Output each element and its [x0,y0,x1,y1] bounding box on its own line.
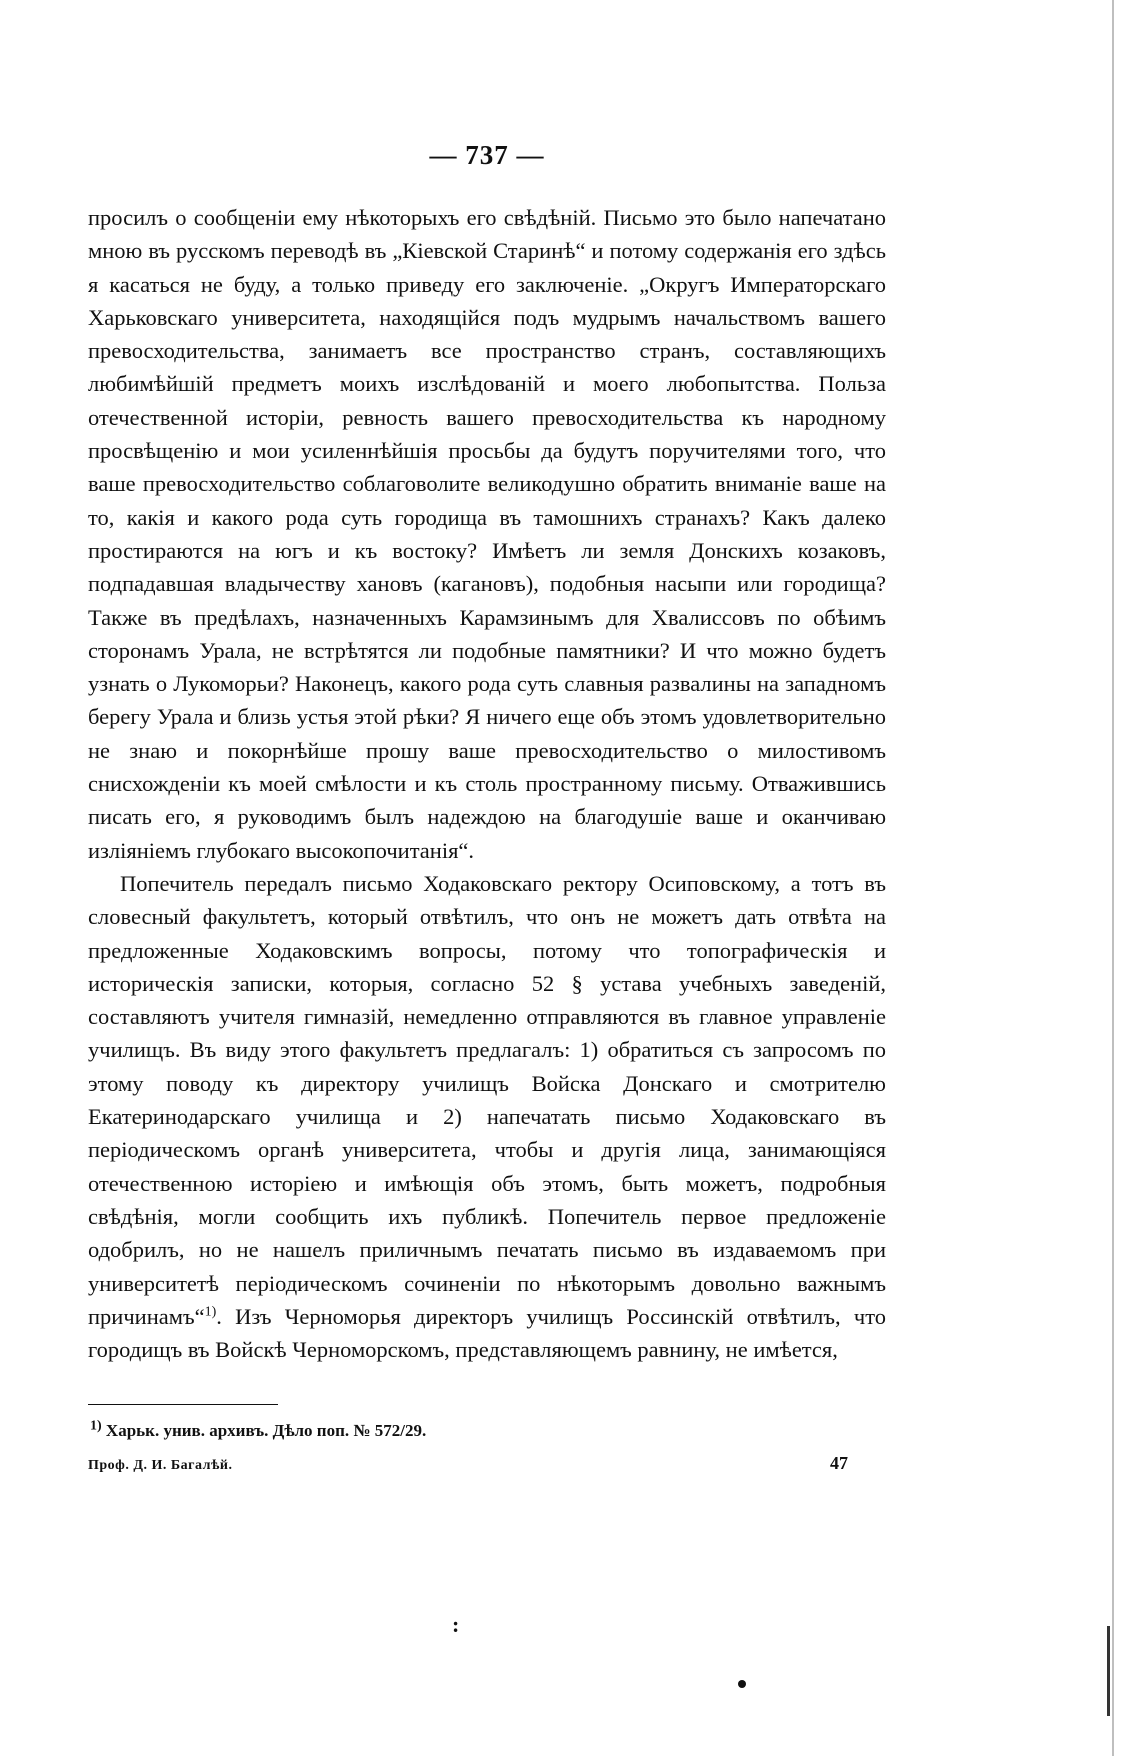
paragraph-2 [88,867,886,1366]
footnote-reference: 1) [204,1304,217,1320]
footnote-separator [88,1404,278,1405]
paragraph-2-main: Попечитель передалъ письмо Ходаковскаго ректору Осиповскому, а тотъ въ словесный факультетъ, который отвѣтилъ, что онъ не можетъ дать отвѣта на предложенные Ходаковскимъ вопросы, потому что топографическія и историческія записки, которыя, согласно 52 § устава учебныхъ заведеній, составляютъ учителя гимназій, немедленно отправляются въ главное управленіе училищъ. Въ виду этого факультетъ предлагалъ: 1) обратиться съ запросомъ по этому поводу къ директору училищъ Войска Донскаго и смотрителю Екатеринодарскаго училища и 2) напечатать письмо Ходаковскаго въ періодическомъ органѣ университета, чтобы и другія лица, занимающіяся отечественною исторіею и имѣющія объ этомъ, быть можетъ, подробныя свѣдѣнія, могли сообщить ихъ публикѣ. Попечитель первое предложеніе одобрилъ, но не нашелъ приличнымъ печатать письмо въ издаваемомъ при университетѣ періодическомъ сочиненіи по нѣкоторымъ довольно важнымъ причинамъ“ [88,870,886,1329]
scan-artifact-dot [738,1680,746,1688]
author-signature: Проф. Д. И. Багалѣй. [88,1458,233,1474]
scan-page-edge [1112,0,1114,1756]
paragraph-1: просилъ о сообщеніи ему нѣкоторыхъ его свѣдѣній. Письмо это было напечатано мною въ русскомъ переводѣ въ „Кіевской Старинѣ“ и потому содержанія его здѣсь я касаться не буду, а только приведу его заключеніе. „Округъ Императорскаго Харьковскаго университета, находящійся подъ мудрымъ начальствомъ вашего превосходительства, занимаетъ все пространство странъ, составляющихъ любимѣйшій предметъ моихъ изслѣдованій и моего любопытства. Польза отечественной исторіи, ревность вашего превосходительства къ народному просвѣщенію и мои усиленнѣйшія просьбы да будутъ поручителями того, что ваше превосходительство соблаговолите великодушно обратить вниманіе ваше на то, какія и какого рода суть городища въ тамошнихъ странахъ? Какъ далеко простираются на югъ и къ востоку? Имѣетъ ли земля Донскихъ козаковъ, подпадавшая владычеству хановъ (кагановъ), подобныя насыпи или городища? Также въ предѣлахъ, назначенныхъ Карамзинымъ для Хвалиссовъ по обѣимъ сторонамъ Урала, не встрѣтятся ли подобные памятники? И что можно будетъ узнать о Лукоморьи? Наконецъ, какого рода суть славныя развалины на западномъ берегу Урала и близь устья этой рѣки? Я ничего еще объ этомъ удовлетворительно не знаю и покорнѣйше прошу ваше превосходительство о милостивомъ снисхожденіи къ моей смѣлости и къ столь пространному письму. Отважившись писать его, я руководимъ былъ надеждою на благодушіе ваше и оканчиваю изліяніемъ глубокаго высокопочитанія“. [88,205,886,863]
paragraph-2-tail: . Изъ Черноморья директоръ училищъ Россинскій отвѣтилъ, что городищъ въ Войскѣ Черноморскомъ, представляющемъ равнину, не имѣется, [88,1303,886,1363]
footnote [90,1419,886,1443]
body-text [88,201,886,1366]
page-number: — 737 — [429,140,545,170]
signature-row [88,1453,848,1474]
scan-artifact-colon: : [452,1612,460,1637]
footnote-marker: 1) [90,1418,102,1434]
sheet-number: 47 [830,1453,848,1474]
document-page [88,140,886,1474]
scan-edge-mark [1107,1626,1110,1716]
footnote-text: Харьк. унив. архивъ. Дѣло поп. № 572/29. [101,1421,427,1441]
